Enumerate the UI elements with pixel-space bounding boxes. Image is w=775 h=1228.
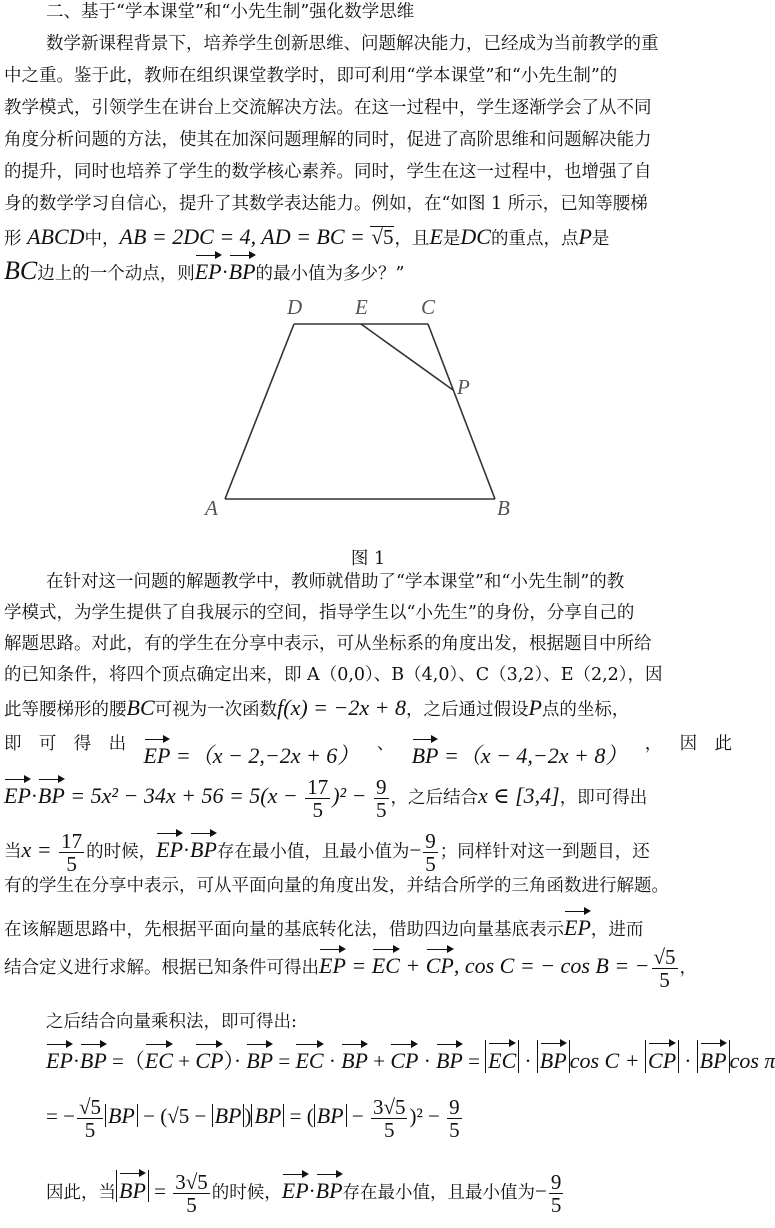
sqrt-5: √5: [371, 225, 394, 249]
para2-line6: 即 可 得 出 EP =（x − 2,−2x + 6） 、 BP =（x − 4,−2x + 8） ， 因 此: [4, 734, 732, 768]
segment-ep: [361, 324, 453, 390]
para2-line10: 在该解题思路中，先根据平面向量的基底转化法，借助四边向量基底表示EP，进而: [4, 908, 732, 940]
para2-line2: 学模式，为学生提供了自我展示的空间，指导学生以“小先生”的身份，分享自己的: [4, 603, 635, 623]
para2-line1: 在针对这一问题的解题教学中，教师就借助了“学本课堂”和“小先生制”的教: [46, 572, 625, 592]
label-c: C: [421, 295, 436, 319]
para1-line7: 形 ABCD中，AB = 2DC = 4, AD = BC = √5，且E是DC的重点，点P是: [4, 224, 610, 249]
para1-line8: BC边上的一个动点，则EP·BP的最小值为多少？”: [4, 252, 732, 284]
edge-ad: [225, 324, 294, 499]
para2-line8: 当x = $\frac{17}{5}$ 的时候，EP·BP存在最小值，且最小值为− $\frac{9}{5}$ ；同样针对这一到题目，还: [4, 829, 650, 877]
label-b: B: [497, 496, 510, 520]
vector-ep: EP: [195, 252, 222, 283]
domain-x: x ∈ [3,4]: [478, 783, 560, 809]
para2-line3: 解题思路。对此，有的学生在分享中表示，可从坐标系的角度出发，根据题目中所给: [4, 634, 652, 654]
label-e: E: [355, 295, 368, 319]
para1-line2: 中之重。鉴于此，教师在组织课堂教学时，即可利用“学本课堂”和“小先生制”的: [4, 66, 618, 86]
label-a: A: [205, 496, 218, 520]
derivation-line1: EP·BP =（EC + CP）· BP = EC · BP + CP · BP = EC · BP cos C + CP · BP cos π: [46, 1040, 732, 1073]
para1-line3: 教学模式，引领学生在讲台上交流解决方法。在这一过程中，学生逐渐学会了从不同: [4, 98, 652, 118]
math-abcd: ABCD: [27, 224, 85, 249]
para2-line12: 之后结合向量乘积法，即可得出:: [46, 1012, 297, 1032]
para2-line7: EP·BP = 5x² − 34x + 56 = 5(x − $\frac{17}{5}$ )² − $\frac{9}{5}$ ，之后结合x ∈ [3,4]，即可得出: [4, 775, 648, 823]
para1-line6: 身的数学学习自信心，提升了其数学表达能力。例如，在“如图 1 所示，已知等腰梯: [4, 194, 648, 214]
math-given: AB = 2DC = 4, AD = BC =: [119, 224, 371, 249]
label-p: P: [457, 375, 470, 399]
function-f: f(x) = −2x + 8: [277, 695, 406, 720]
para1-line1: 数学新课程背景下，培养学生创新思维、问题解决能力，已经成为当前教学的重: [46, 34, 659, 54]
para2-line5: 此等腰梯形的腰BC可视为一次函数f(x) = −2x + 8，之后通过假设P点的坐标，: [4, 695, 630, 720]
derivation-line2: = − $\frac{√5}{5}$ BP − (√5 − BP ) BP = ( BP − $\frac{3√5}{5}$ )² − $\frac{9}{5}$: [46, 1095, 460, 1143]
para1-line5: 的提升，同时也培养了学生的数学核心素养。同时，学生在这一过程中，也增强了自: [4, 162, 652, 182]
para1-line4: 角度分析问题的方法，使其在加深问题理解的同时，促进了高阶思维和问题解决能力: [4, 130, 652, 150]
para2-line11: 结合定义进行求解。根据已知条件可得出EP = EC + CP, cos C = − cos B = − $\frac{√5}{5}$ ，: [4, 945, 698, 993]
label-d: D: [287, 295, 303, 319]
trapezoid-figure: [195, 290, 525, 520]
para2-line4: 的已知条件，将四个顶点确定出来，即 A（0,0）、B（4,0）、C（3,2）、E（2,2），因: [4, 665, 663, 685]
figure-caption: 图 1: [350, 549, 386, 569]
conclusion-line: 因此，当 BP = $\frac{3√5}{5}$ 的时候，EP·BP存在最小值，且最小值为− $\frac{9}{5}$: [46, 1169, 562, 1217]
edge-cb: [428, 324, 495, 499]
section-heading: 二、基于“学本课堂”和“小先生制”强化数学思维: [46, 2, 415, 22]
para2-line9: 有的学生在分享中表示，可从平面向量的角度出发，并结合所学的三角函数进行解题。: [4, 876, 669, 896]
vector-bp: BP: [229, 252, 256, 283]
